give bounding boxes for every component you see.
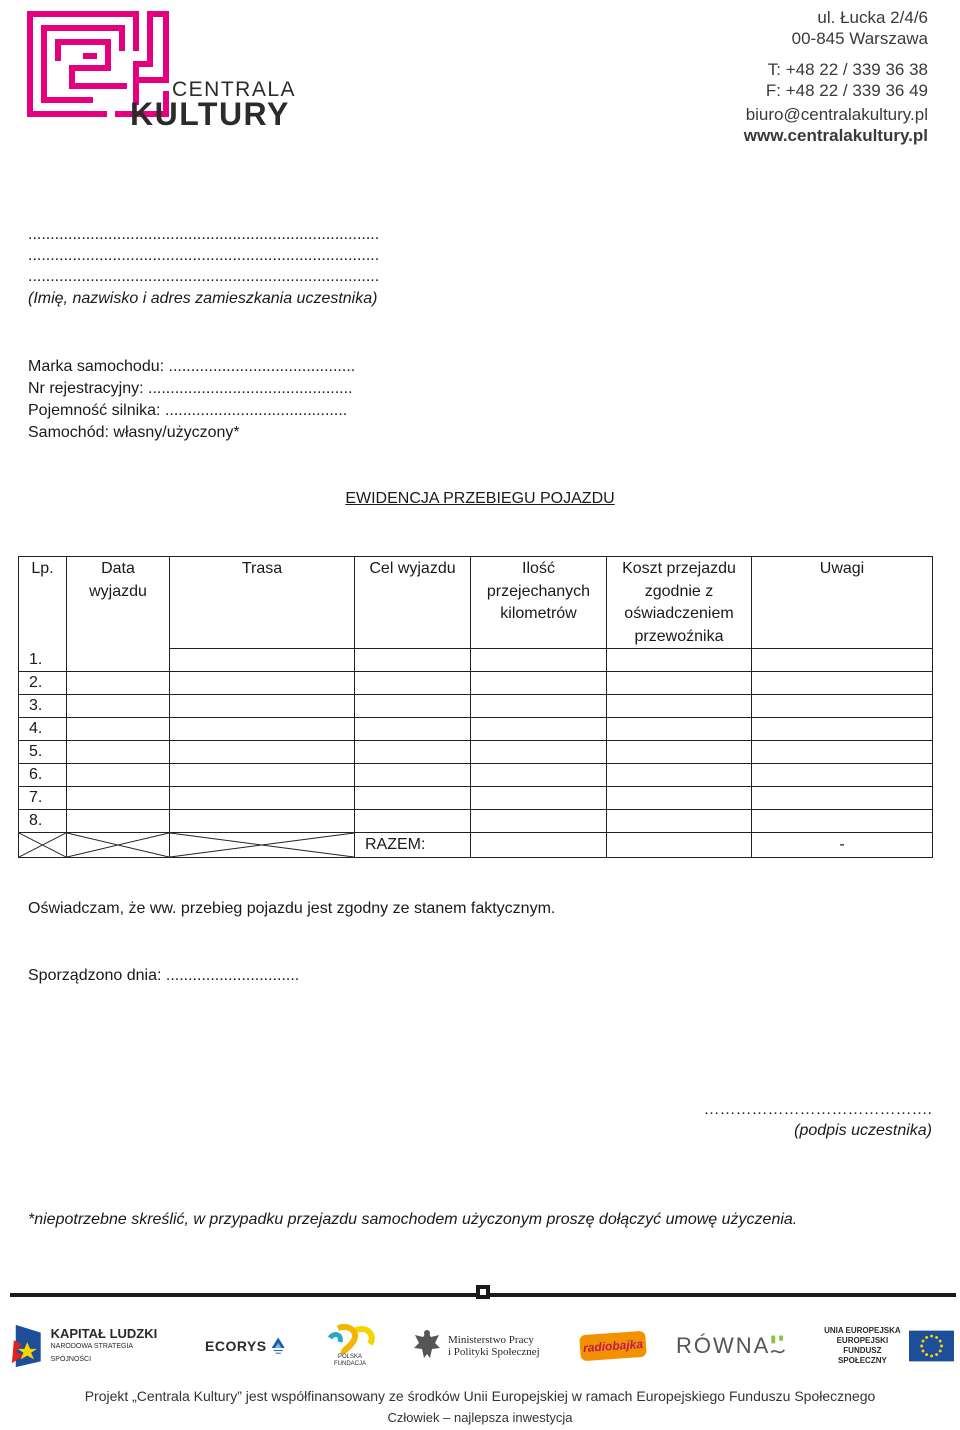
header-date: Data wyjazdu xyxy=(67,557,170,649)
cell-route[interactable] xyxy=(170,694,355,717)
address-city: 00-845 Warszawa xyxy=(791,28,928,48)
cell-route[interactable] xyxy=(170,649,355,672)
fundacja-line1: POLSKA xyxy=(337,1354,362,1360)
slogan: Człowiek – najlepsza inwestycja xyxy=(387,1410,573,1425)
cell-notes[interactable] xyxy=(752,694,933,717)
table-row xyxy=(19,694,933,717)
table-row xyxy=(19,740,933,763)
participant-dots-2: ............................................................................... xyxy=(28,247,380,264)
cell-km[interactable] xyxy=(471,809,607,832)
total-km[interactable] xyxy=(471,832,607,857)
signature-caption: (podpis uczestnika) xyxy=(794,1122,932,1139)
crossed-cell xyxy=(170,832,355,857)
eagle-emblem-icon xyxy=(412,1328,442,1364)
eu-flag-icon xyxy=(909,1329,954,1363)
table-header-row xyxy=(19,557,933,649)
participant-dots-1: ............................................................................... xyxy=(28,226,380,243)
row-number: 1. xyxy=(19,649,67,672)
total-label: RAZEM: xyxy=(355,832,471,857)
cell-purpose[interactable] xyxy=(355,717,471,740)
cell-route[interactable] xyxy=(170,671,355,694)
kapital-ludzki-sub: NARODOWA STRATEGIA SPÓJNOŚCI xyxy=(50,1342,133,1363)
cell-notes[interactable] xyxy=(752,809,933,832)
cell-km[interactable] xyxy=(471,717,607,740)
cell-route[interactable] xyxy=(170,786,355,809)
cell-notes[interactable] xyxy=(752,717,933,740)
cell-date[interactable] xyxy=(67,740,170,763)
vehicle-registration: Nr rejestracyjny: .............................................. xyxy=(28,380,353,397)
header-km: Ilość przejechanych kilometrów xyxy=(471,557,607,649)
fundacja-line2: FUNDACJA xyxy=(333,1361,366,1367)
row-number: 7. xyxy=(19,786,67,809)
cell-route[interactable] xyxy=(170,717,355,740)
radiobajka-logo xyxy=(580,1322,642,1370)
cell-cost[interactable] xyxy=(607,649,752,672)
cell-km[interactable] xyxy=(471,671,607,694)
cell-notes[interactable] xyxy=(752,786,933,809)
vehicle-make: Marka samochodu: .......................................... xyxy=(28,358,356,375)
rowna-name: RÓWNA xyxy=(676,1333,771,1358)
eu-line2: EUROPEJSKI xyxy=(836,1336,889,1345)
kapital-ludzki-name: KAPITAŁ LUDZKI xyxy=(50,1325,158,1341)
table-row xyxy=(19,786,933,809)
cell-cost[interactable] xyxy=(607,717,752,740)
email-link[interactable]: biuro@centralakultury.pl xyxy=(745,105,928,124)
cell-purpose[interactable] xyxy=(355,740,471,763)
cell-date[interactable] xyxy=(67,671,170,694)
cell-date[interactable] xyxy=(67,786,170,809)
table-row xyxy=(19,717,933,740)
cell-cost[interactable] xyxy=(607,694,752,717)
cell-date[interactable] xyxy=(67,809,170,832)
cell-km[interactable] xyxy=(471,786,607,809)
cell-km[interactable] xyxy=(471,649,607,672)
cell-notes[interactable] xyxy=(752,649,933,672)
cell-purpose[interactable] xyxy=(355,809,471,832)
crossed-cell xyxy=(19,832,67,857)
fundacja-icon xyxy=(320,1324,380,1354)
cell-km[interactable] xyxy=(471,694,607,717)
phone: T: +48 22 / 339 36 38 xyxy=(767,60,928,79)
cell-cost[interactable] xyxy=(607,740,752,763)
address-street: ul. Łucka 2/4/6 xyxy=(817,8,928,27)
cell-purpose[interactable] xyxy=(355,649,471,672)
row-number: 8. xyxy=(19,809,67,832)
cell-purpose[interactable] xyxy=(355,694,471,717)
cell-route[interactable] xyxy=(170,763,355,786)
row-number: 3. xyxy=(19,694,67,717)
cell-route[interactable] xyxy=(170,809,355,832)
participant-dots-3: ............................................................................... xyxy=(28,268,380,285)
cell-date[interactable] xyxy=(67,717,170,740)
declaration-text: Oświadczam, że ww. przebieg pojazdu jest zgodny ze stanem faktycznym. xyxy=(28,900,556,917)
header-lp: Lp. xyxy=(19,557,67,649)
cell-route[interactable] xyxy=(170,740,355,763)
row-number: 6. xyxy=(19,763,67,786)
ecorys-logo xyxy=(205,1322,285,1370)
ministry-line1: Ministerstwo Pracy xyxy=(448,1334,534,1346)
row-number: 5. xyxy=(19,740,67,763)
table-row xyxy=(19,809,933,832)
ecorys-triangle-icon xyxy=(271,1331,285,1361)
eu-line3: FUNDUSZ SPOŁECZNY xyxy=(837,1346,887,1365)
total-value: - xyxy=(752,832,933,857)
fundacja-logo xyxy=(315,1322,385,1370)
cell-date[interactable] xyxy=(67,763,170,786)
cell-km[interactable] xyxy=(471,740,607,763)
cell-notes[interactable] xyxy=(752,671,933,694)
header-route: Trasa xyxy=(170,557,355,649)
radiobajka-name: radiobajka xyxy=(582,1336,644,1356)
logo-text-centrala: CENTRALA xyxy=(172,78,297,101)
participant-caption: (Imię, nazwisko i adres zamieszkania uczestnika) xyxy=(28,290,378,307)
mileage-table xyxy=(18,556,933,858)
crossed-cell xyxy=(67,832,170,857)
eu-logo xyxy=(822,1322,954,1370)
vehicle-engine: Pojemność silnika: ......................................... xyxy=(28,402,348,419)
date-line: Sporządzono dnia: .............................. xyxy=(28,967,300,984)
cell-notes[interactable] xyxy=(752,740,933,763)
total-row xyxy=(19,832,933,857)
cell-purpose[interactable] xyxy=(355,671,471,694)
eu-line1: UNIA EUROPEJSKA xyxy=(824,1326,901,1335)
signature-dots: ……………………………………. xyxy=(703,1101,932,1118)
footnote: *niepotrzebne skreślić, w przypadku przejazdu samochodem użyczonym proszę dołączyć umowę użyczenia. xyxy=(28,1211,798,1228)
row-number: 4. xyxy=(19,717,67,740)
table-row xyxy=(19,763,933,786)
footer-divider-notch-inner xyxy=(480,1289,486,1295)
header-cost: Koszt przejazdu zgodnie z oświadczeniem przewoźnika xyxy=(607,557,752,649)
document-title: EWIDENCJA PRZEBIEGU POJAZDU xyxy=(345,490,615,507)
sponsor-line: Projekt „Centrala Kultury” jest współfinansowany ze środków Unii Europejskiej w ramach Europejskiego Funduszu Społecznego xyxy=(84,1388,876,1404)
ministry-logo xyxy=(412,1322,557,1370)
header-notes: Uwagi xyxy=(752,557,933,649)
table-row xyxy=(19,649,933,672)
cell-purpose[interactable] xyxy=(355,786,471,809)
total-cost[interactable] xyxy=(607,832,752,857)
contact-block xyxy=(744,8,928,146)
cell-purpose[interactable] xyxy=(355,763,471,786)
cell-cost[interactable] xyxy=(607,763,752,786)
rowna-mark-icon xyxy=(770,1328,786,1364)
kapital-ludzki-icon xyxy=(10,1322,43,1370)
kapital-ludzki-logo xyxy=(10,1322,170,1370)
cell-km[interactable] xyxy=(471,763,607,786)
signature-block xyxy=(704,1101,932,1140)
cell-cost[interactable] xyxy=(607,786,752,809)
table-row xyxy=(19,671,933,694)
cell-cost[interactable] xyxy=(607,671,752,694)
ecorys-name: ECORYS xyxy=(205,1338,267,1354)
fax: F: +48 22 / 339 36 49 xyxy=(765,80,928,100)
cell-date xyxy=(67,649,170,672)
cell-notes[interactable] xyxy=(752,763,933,786)
cell-cost[interactable] xyxy=(607,809,752,832)
logo-text-kultury: KULTURY xyxy=(130,96,290,132)
vehicle-ownership: Samochód: własny/użyczony* xyxy=(28,424,240,441)
row-number: 2. xyxy=(19,671,67,694)
website-link[interactable]: www.centralakultury.pl xyxy=(743,125,928,145)
header-purpose: Cel wyjazdu xyxy=(355,557,471,649)
ministry-line2: i Polityki Społecznej xyxy=(448,1346,540,1358)
cell-date[interactable] xyxy=(67,694,170,717)
rowna-logo xyxy=(676,1322,786,1370)
